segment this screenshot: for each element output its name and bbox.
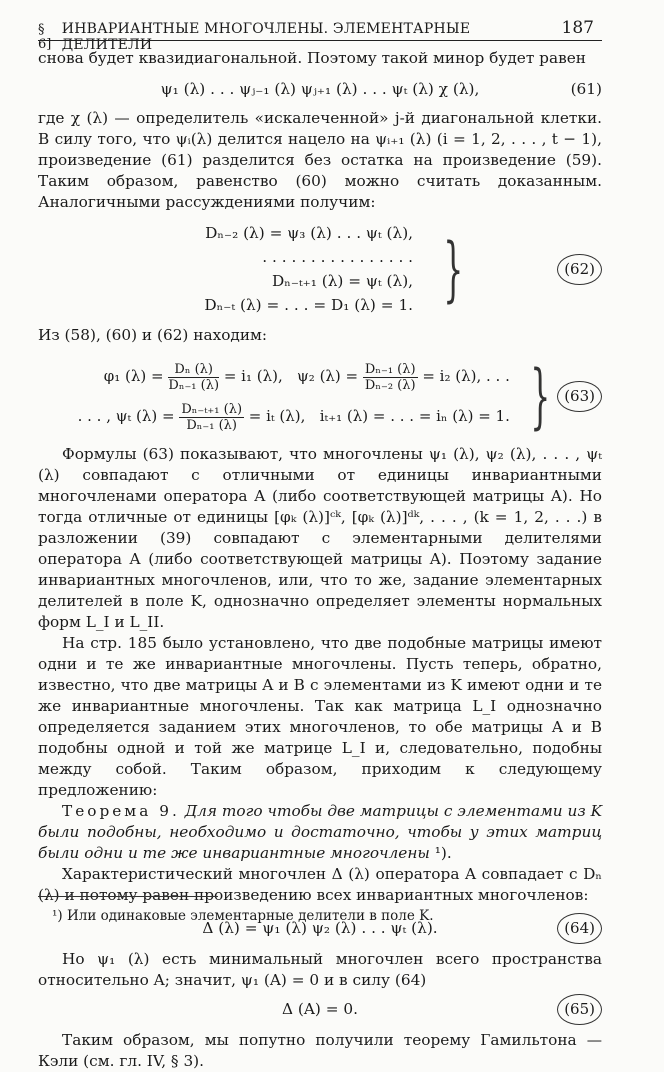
numerator: Dₙ (λ) <box>168 362 219 378</box>
footnote: ¹) Или одинаковые элементарные делители в поле K. <box>52 908 434 924</box>
denominator: Dₙ₋₂ (λ) <box>364 377 416 393</box>
numerator: Dₙ₋ₜ₊₁ (λ) <box>181 401 243 417</box>
formula-part: iₜ₊₁ (λ) = . . . = iₙ (λ) = 1. <box>319 407 510 425</box>
formula-expression: Δ (A) = 0. <box>281 1000 359 1018</box>
equation-number: (63) <box>557 381 602 412</box>
theorem-text: Для того чтобы две матрицы с элементами из K были подобны, необходимо и достаточно, чтобы у этих матриц были одни и те же инвариантные многочлены <box>38 802 602 862</box>
formula-line: Dₙ₋ₜ (λ) = . . . = D₁ (λ) = 1. <box>204 296 414 314</box>
theorem-label: Теорема 9. <box>62 802 180 820</box>
running-title: ИНВАРИАНТНЫЕ МНОГОЧЛЕНЫ. ЭЛЕМЕНТАРНЫЕ ДЕЛИТЕЛИ <box>61 21 471 53</box>
paragraph: снова будет квазидиагональной. Поэтому такой минор будет равен <box>38 49 586 67</box>
numerator: Dₙ₋₁ (λ) <box>364 361 416 377</box>
equation-number: (64) <box>557 913 602 944</box>
formula-part: φ₁ (λ) = <box>103 367 164 385</box>
equation-number: (65) <box>557 994 602 1025</box>
equation-number: (61) <box>570 80 602 98</box>
formula-62 <box>38 221 602 317</box>
formula-63 <box>38 356 602 436</box>
paragraph: Но ψ₁ (λ) есть минимальный многочлен всего пространства относительно A; значит, ψ₁ (A) = 0 и в силу (64) <box>38 950 602 989</box>
formula-line: . . . . . . . . . . . . . . . . <box>262 248 414 266</box>
paragraph: Формулы (63) показывают, что многочлены ψ₁ (λ), ψ₂ (λ), . . . , ψₜ (λ) совпадают с отличными от единицы инвариантными многочленами оператора A (либо соответствующей матрицы A). Но тогда отличные от единицы [φₖ (λ)]ᶜᵏ, [φₖ (λ)]ᵈᵏ, . . . , (k = 1, 2, . . .) в разложении (39) совпадают с элементарными делителями оператора A (либо соответствующей матрицы A). Поэтому задание инвариантных многочленов, или, что то же, задание элементарных делителей в поле K, однозначно определяет элементы нормальных форм L_I и L_II. <box>38 445 602 631</box>
formula-part: = i₁ (λ), <box>223 367 283 385</box>
paragraph: где χ (λ) — определитель «искалеченной» j-й диагональной клетки. В силу того, что ψᵢ(λ) делится нацело на ψᵢ₊₁ (λ) (i = 1, 2, . . . , t − 1), произведение (61) разделится без остатка на произведение (59). Таким образом, равенство (60) можно считать доказанным. Аналогичными рассуждениями получим: <box>38 109 602 211</box>
formula-part: . . . , ψₜ (λ) = <box>77 407 175 425</box>
page-number: 187 <box>561 18 594 38</box>
equation-number: (62) <box>557 254 602 285</box>
formula-61 <box>38 79 602 100</box>
formula-line: Dₙ₋ₜ₊₁ (λ) = ψₜ (λ), <box>271 272 414 290</box>
formula-line: Dₙ₋₂ (λ) = ψ₃ (λ) . . . ψₜ (λ), <box>205 224 414 242</box>
paragraph: Таким образом, мы попутно получили теорему Гамильтона — Кэли (см. гл. IV, § 3). <box>38 1031 602 1070</box>
formula-expression: Δ (λ) = ψ₁ (λ) ψ₂ (λ) . . . ψₜ (λ). <box>202 919 438 937</box>
right-brace: } <box>530 355 551 437</box>
paragraph: Характеристический многочлен Δ (λ) оператора A совпадает с Dₙ (λ) и потому равен произведению всех инвариантных многочленов: <box>38 865 602 904</box>
denominator: Dₙ₋₁ (λ) <box>168 377 220 393</box>
right-brace: } <box>443 228 464 310</box>
formula-65 <box>38 999 602 1020</box>
formula-part: = i₂ (λ), . . . <box>422 367 510 385</box>
footnote-marker: ¹). <box>434 844 452 862</box>
theorem-9 <box>38 801 602 864</box>
section-mark: § 6] <box>38 22 52 52</box>
formula-part: = iₜ (λ), <box>248 407 306 425</box>
denominator: Dₙ₋₁ (λ) <box>186 417 237 433</box>
formula-part: ψ₂ (λ) = <box>297 367 359 385</box>
paragraph: На стр. 185 было установлено, что две подобные матрицы имеют одни и те же инвариантные многочлены. Пусть теперь, обратно, известно, что две матрицы A и B с элементами из K имеют одни и те же инвариантные многочлены. Так как матрица L_I однозначно определяется заданием этих многочленов, то обе матрицы A и B подобны одной и той же матрице L_I и, следовательно, подобны между собой. Таким образом, приходим к следующему предложению: <box>38 634 602 799</box>
formula-expression: ψ₁ (λ) . . . ψⱼ₋₁ (λ) ψⱼ₊₁ (λ) . . . ψₜ (λ) χ (λ), <box>160 80 480 98</box>
running-header <box>38 18 594 53</box>
paragraph: Из (58), (60) и (62) находим: <box>38 326 268 344</box>
footnote-rule <box>38 896 218 897</box>
header-rule <box>38 40 602 41</box>
